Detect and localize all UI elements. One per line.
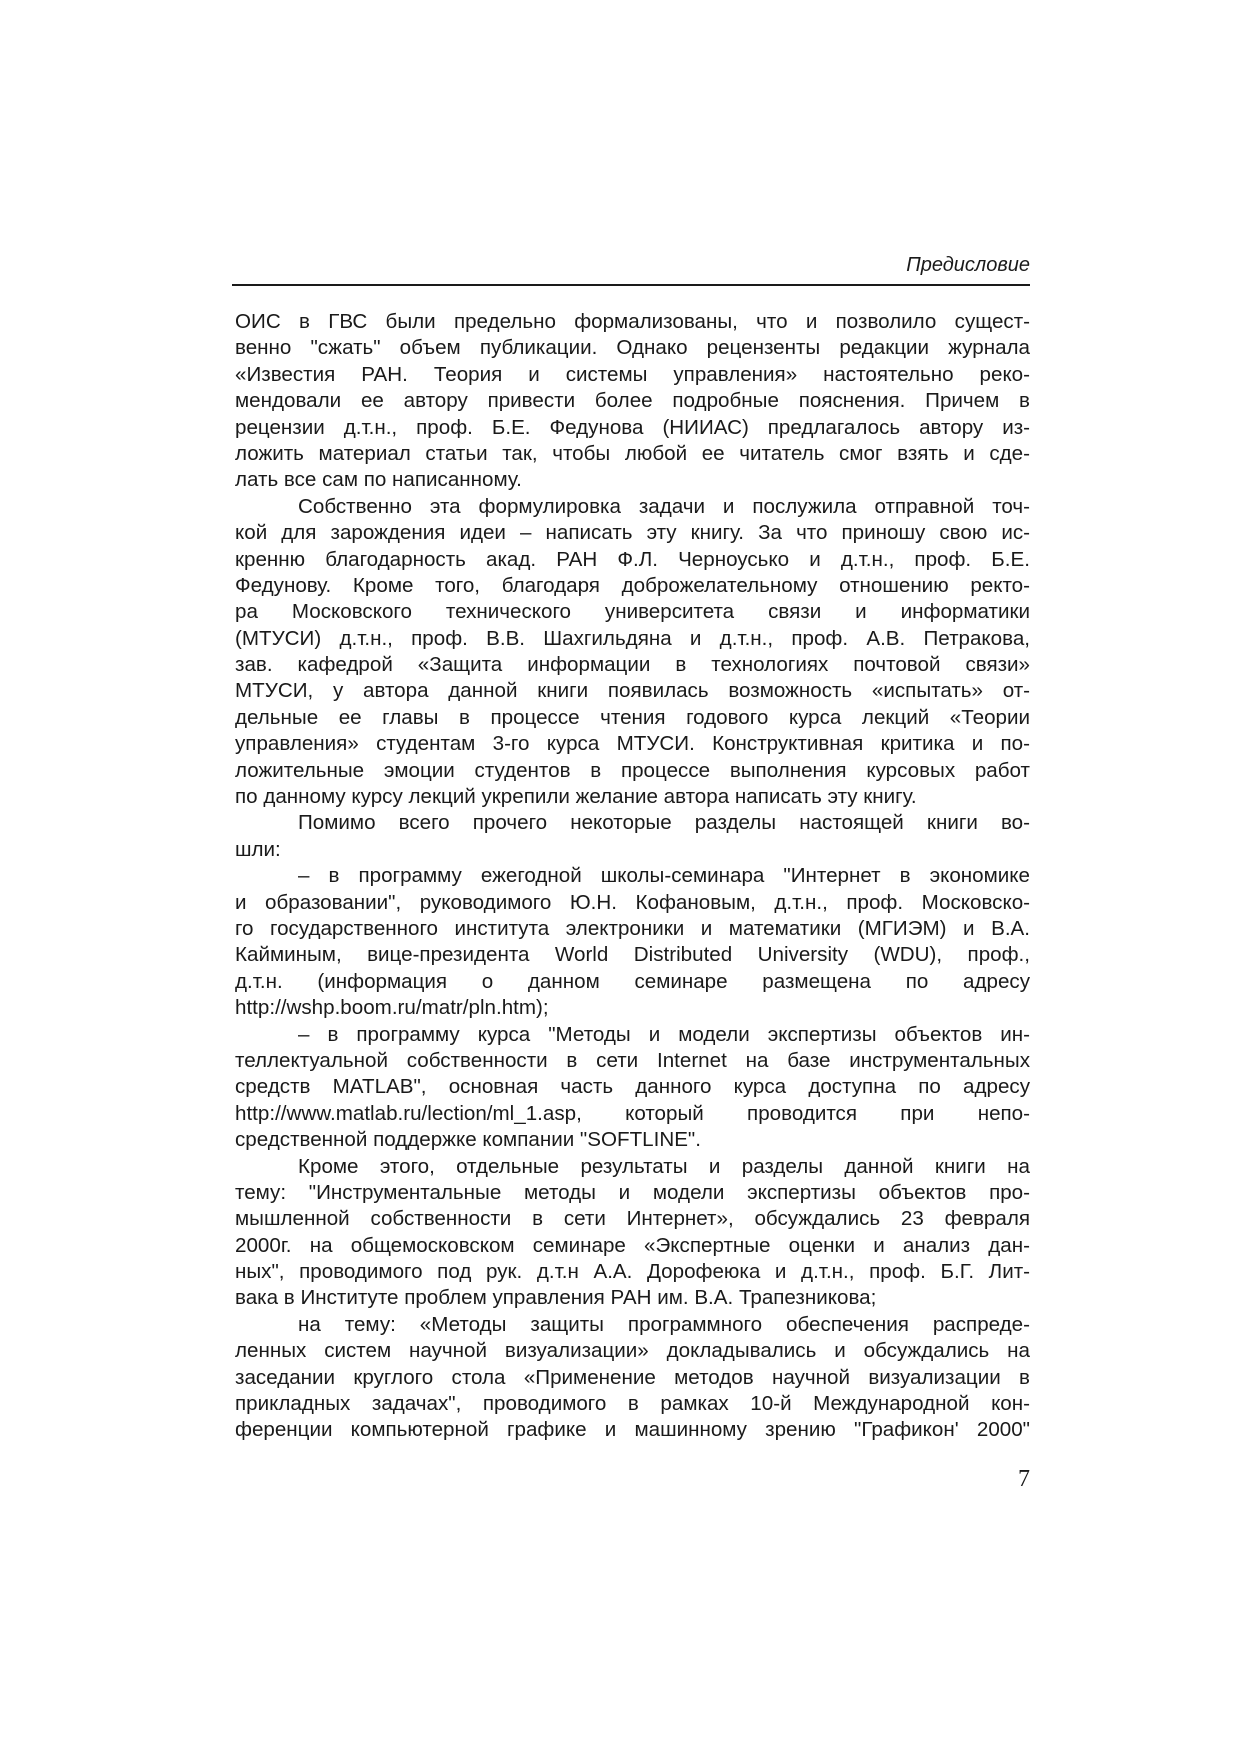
text-line: (МТУСИ) д.т.н., проф. В.В. Шахгильдяна и д.т.н., проф. А.В. Петракова, [235,626,1030,650]
text-line: Федунову. Кроме того, благодаря доброжелательному отношению ректо- [235,573,1030,597]
text-line: http://www.matlab.ru/lection/ml_1.asp, который проводится при непо- [235,1101,1030,1125]
text-line: Собственно эта формулировка задачи и послужила отправной точ- [298,494,1030,518]
text-line: шли: [235,837,281,861]
text-line: Помимо всего прочего некоторые разделы настоящей книги во- [298,811,1030,835]
text-line: средственной поддержке компании "SOFTLINE". [235,1128,701,1152]
text-line: венно "сжать" объем публикации. Однако рецензенты редакции журнала [235,336,1030,360]
text-line: дельные ее главы в процессе чтения годового курса лекций «Теории [235,705,1030,729]
text-line: ленных систем научной визуализации» докладывались и обсуждались на [235,1339,1030,1363]
text-line: ра Московского технического университета связи и информатики [235,600,1030,624]
text-line: кренню благодарность акад. РАН Ф.Л. Черноусько и д.т.н., проф. Б.Е. [235,547,1030,571]
text-line: тему: "Инструментальные методы и модели экспертизы объектов про- [235,1180,1030,1204]
text-line: «Известия РАН. Теория и системы управления» настоятельно реко- [235,362,1030,386]
text-line: Кайминым, вице-президента World Distributed University (WDU), проф., [235,943,1030,967]
text-line: по данному курсу лекций укрепили желание автора написать эту книгу. [235,785,917,809]
text-line: ных", проводимого под рук. д.т.н А.А. Дорофеюка и д.т.н., проф. Б.Г. Лит- [235,1260,1030,1284]
text-line: д.т.н. (информация о данном семинаре размещена по адресу [235,969,1030,993]
header-rule [232,284,1030,286]
text-line: прикладных задачах", проводимого в рамках 10-й Международной кон- [235,1392,1030,1416]
text-line: заседании круглого стола «Применение методов научной визуализации в [235,1365,1030,1389]
text-line: и образовании", руководимого Ю.Н. Кофановым, д.т.н., проф. Московско- [235,890,1030,914]
text-line: го государственного института электроники и математики (МГИЭМ) и В.А. [235,916,1030,940]
text-line: 2000г. на общемосковском семинаре «Экспертные оценки и анализ дан- [235,1233,1030,1257]
text-line: мендовали ее автору привести более подробные пояснения. Причем в [235,389,1030,413]
text-line: рецензии д.т.н., проф. Б.Е. Федунова (НИИАС) предлагалось автору из- [235,415,1030,439]
text-line: кой для зарождения идеи – написать эту книгу. За что приношу свою ис- [235,521,1030,545]
text-line: МТУСИ, у автора данной книги появилась возможность «испытать» от- [235,679,1030,703]
text-line: ложить материал статьи так, чтобы любой ее читатель смог взять и сде- [235,441,1030,465]
text-line: теллектуальной собственности в сети Internet на базе инструментальных [235,1048,1030,1072]
text-line: управления» студентам 3-го курса МТУСИ. Конструктивная критика и по- [235,732,1030,756]
page-number: 7 [1018,1466,1030,1492]
text-line: ференции компьютерной графике и машинному зрению "Графикон' 2000" [235,1418,1030,1442]
text-line: – в программу ежегодной школы-семинара "Интернет в экономике [298,864,1030,888]
body-text [235,309,1030,1444]
running-head: Предисловие [906,254,1030,276]
text-line: средств MATLAB", основная часть данного курса доступна по адресу [235,1075,1030,1099]
text-line: ложительные эмоции студентов в процессе выполнения курсовых работ [235,758,1030,782]
text-line: http://wshp.boom.ru/matr/pln.htm); [235,996,549,1020]
text-line: на тему: «Методы защиты программного обеспечения распреде- [298,1312,1030,1336]
text-line: вака в Институте проблем управления РАН им. В.А. Трапезникова; [235,1286,877,1310]
text-line: Кроме этого, отдельные результаты и разделы данной книги на [298,1154,1030,1178]
text-line: лать все сам по написанному. [235,468,522,492]
text-line: ОИС в ГВС были предельно формализованы, что и позволило сущест- [235,310,1030,333]
text-line: мышленной собственности в сети Интернет», обсуждались 23 февраля [235,1207,1030,1231]
text-line: зав. кафедрой «Защита информации в технологиях почтовой связи» [235,653,1030,677]
text-line: – в программу курса "Методы и модели экспертизы объектов ин- [298,1022,1030,1046]
